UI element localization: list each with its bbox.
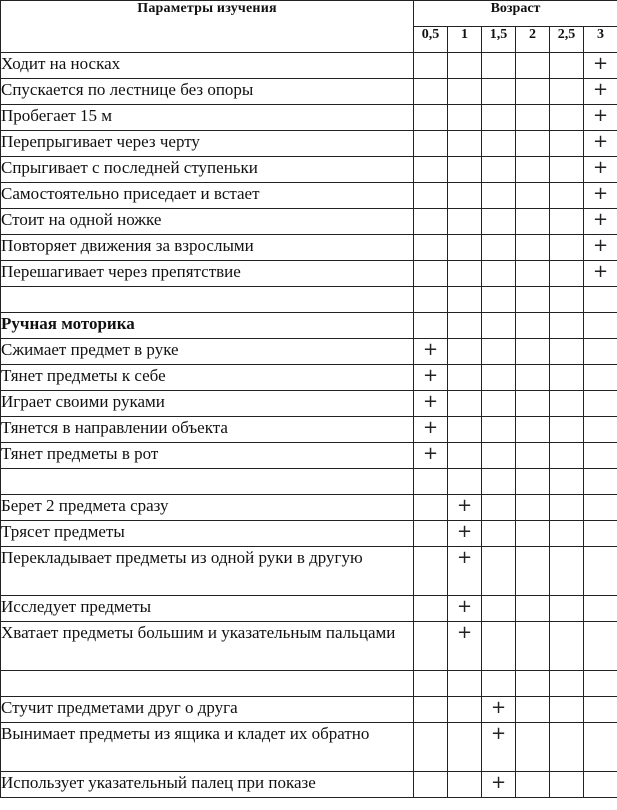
age-header-0-5: 0,5 [414, 27, 448, 53]
age-cell [448, 79, 482, 105]
age-cell [550, 339, 584, 365]
age-cell [414, 521, 448, 547]
age-cell [482, 131, 516, 157]
age-cell [516, 339, 550, 365]
plus-mark: + [592, 105, 609, 126]
age-cell [448, 723, 482, 772]
age-cell [584, 723, 617, 772]
plus-mark: + [422, 339, 439, 360]
plus-mark: + [490, 723, 507, 744]
age-cell [448, 469, 482, 495]
age-cell [482, 469, 516, 495]
plus-mark: + [456, 596, 473, 617]
age-cell [448, 183, 482, 209]
age-header-3: 3 [584, 27, 617, 53]
age-cell [448, 287, 482, 313]
age-cell [584, 131, 617, 157]
age-cell [482, 671, 516, 697]
age-cell [414, 671, 448, 697]
table-row [1, 183, 617, 209]
age-cell [516, 391, 550, 417]
age-cell [584, 53, 617, 79]
parameter-label: Вынимает предметы из ящика и кладет их обратно [1, 723, 414, 772]
age-cell [550, 287, 584, 313]
table-row [1, 79, 617, 105]
age-cell [550, 596, 584, 622]
age-cell [448, 235, 482, 261]
age-cell [516, 547, 550, 596]
age-cell [414, 772, 448, 798]
age-cell [550, 53, 584, 79]
age-cell [550, 469, 584, 495]
age-cell [550, 547, 584, 596]
section-row [1, 313, 617, 339]
age-cell [516, 209, 550, 235]
blank-row [1, 671, 617, 697]
age-cell [550, 131, 584, 157]
plus-mark: + [592, 131, 609, 152]
table-row [1, 131, 617, 157]
age-cell [516, 79, 550, 105]
age-cell [414, 622, 448, 671]
age-header-1: 1 [448, 27, 482, 53]
age-cell [482, 261, 516, 287]
parameter-label: Ходит на носках [1, 53, 414, 79]
parameter-label: Исследует предметы [1, 596, 414, 622]
age-cell [448, 339, 482, 365]
age-cell [414, 547, 448, 596]
age-cell [584, 157, 617, 183]
age-cell [448, 521, 482, 547]
age-cell [482, 365, 516, 391]
blank-cell [1, 671, 414, 697]
age-header-2: 2 [516, 27, 550, 53]
age-cell [516, 53, 550, 79]
age-cell [414, 261, 448, 287]
plus-mark: + [592, 235, 609, 256]
age-cell [448, 443, 482, 469]
age-cell [550, 391, 584, 417]
age-cell [448, 417, 482, 443]
age-cell [482, 417, 516, 443]
params-column-header: Параметры изучения [1, 1, 414, 53]
age-cell [516, 521, 550, 547]
plus-mark: + [592, 209, 609, 230]
age-cell [414, 157, 448, 183]
age-cell [448, 596, 482, 622]
parameter-label: Повторяет движения за взрослыми [1, 235, 414, 261]
age-cell [448, 131, 482, 157]
age-cell [550, 209, 584, 235]
age-cell [550, 723, 584, 772]
age-cell [482, 209, 516, 235]
age-cell [516, 261, 550, 287]
age-cell [516, 469, 550, 495]
age-cell [550, 697, 584, 723]
age-cell [584, 495, 617, 521]
age-cell [584, 339, 617, 365]
age-cell [482, 521, 516, 547]
table-row [1, 261, 617, 287]
age-cell [414, 287, 448, 313]
plus-mark: + [592, 261, 609, 282]
age-cell [482, 79, 516, 105]
table-row [1, 209, 617, 235]
plus-mark: + [592, 53, 609, 74]
age-cell [584, 772, 617, 798]
age-cell [482, 157, 516, 183]
age-cell [448, 209, 482, 235]
parameter-label: Берет 2 предмета сразу [1, 495, 414, 521]
age-cell [516, 157, 550, 183]
age-cell [550, 772, 584, 798]
table-row [1, 697, 617, 723]
age-cell [550, 671, 584, 697]
plus-mark: + [456, 521, 473, 542]
age-cell [584, 261, 617, 287]
table-row [1, 391, 617, 417]
age-column-header: Возраст [414, 1, 617, 27]
age-cell [482, 313, 516, 339]
table-row [1, 157, 617, 183]
age-cell [550, 183, 584, 209]
age-cell [482, 495, 516, 521]
age-cell [414, 417, 448, 443]
table-row [1, 596, 617, 622]
age-cell [550, 313, 584, 339]
parameter-label: Стучит предметами друг о друга [1, 697, 414, 723]
age-cell [414, 723, 448, 772]
age-cell [550, 157, 584, 183]
age-cell [448, 697, 482, 723]
plus-mark: + [422, 417, 439, 438]
age-cell [584, 547, 617, 596]
age-cell [482, 547, 516, 596]
parameter-label: Сжимает предмет в руке [1, 339, 414, 365]
parameter-label: Перешагивает через препятствие [1, 261, 414, 287]
table-row [1, 495, 617, 521]
age-cell [584, 365, 617, 391]
blank-row [1, 469, 617, 495]
plus-mark: + [456, 622, 473, 643]
age-cell [550, 417, 584, 443]
blank-cell [1, 469, 414, 495]
age-cell [550, 521, 584, 547]
table-header [1, 1, 617, 53]
age-cell [584, 521, 617, 547]
age-cell [516, 622, 550, 671]
age-cell [482, 339, 516, 365]
age-cell [414, 443, 448, 469]
age-cell [414, 53, 448, 79]
plus-mark: + [592, 183, 609, 204]
age-cell [482, 391, 516, 417]
parameter-label: Самостоятельно приседает и встает [1, 183, 414, 209]
age-cell [448, 53, 482, 79]
parameter-label: Тянется в направлении объекта [1, 417, 414, 443]
age-cell [482, 622, 516, 671]
parameter-label: Использует указательный палец при показе [1, 772, 414, 798]
age-cell [414, 235, 448, 261]
age-cell [584, 596, 617, 622]
parameter-label: Спрыгивает с последней ступеньки [1, 157, 414, 183]
age-cell [482, 697, 516, 723]
age-cell [550, 105, 584, 131]
plus-mark: + [422, 443, 439, 464]
age-cell [414, 339, 448, 365]
age-cell [414, 365, 448, 391]
table-row [1, 521, 617, 547]
age-cell [482, 183, 516, 209]
plus-mark: + [422, 391, 439, 412]
age-header-2-5: 2,5 [550, 27, 584, 53]
age-cell [550, 365, 584, 391]
age-cell [584, 469, 617, 495]
age-cell [516, 495, 550, 521]
blank-cell [1, 287, 414, 313]
age-cell [414, 79, 448, 105]
age-cell [448, 313, 482, 339]
age-cell [482, 53, 516, 79]
age-cell [516, 313, 550, 339]
age-cell [550, 235, 584, 261]
age-cell [482, 443, 516, 469]
parameter-label: Играет своими руками [1, 391, 414, 417]
age-cell [414, 105, 448, 131]
age-cell [550, 261, 584, 287]
age-cell [482, 596, 516, 622]
table-row [1, 53, 617, 79]
plus-mark: + [490, 772, 507, 793]
plus-mark: + [490, 697, 507, 718]
parameter-label: Стоит на одной ножке [1, 209, 414, 235]
table-row [1, 772, 617, 798]
age-cell [516, 105, 550, 131]
age-cell [414, 697, 448, 723]
age-cell [448, 671, 482, 697]
table-row [1, 443, 617, 469]
age-cell [448, 365, 482, 391]
age-cell [550, 622, 584, 671]
age-cell [414, 183, 448, 209]
section-title: Ручная моторика [1, 313, 414, 339]
table-body [1, 53, 617, 798]
age-cell [414, 391, 448, 417]
age-cell [516, 723, 550, 772]
age-cell [584, 417, 617, 443]
age-cell [414, 131, 448, 157]
parameter-label: Перекладывает предметы из одной руки в другую [1, 547, 414, 596]
parameter-label: Пробегает 15 м [1, 105, 414, 131]
age-cell [550, 495, 584, 521]
age-cell [584, 622, 617, 671]
age-cell [550, 79, 584, 105]
age-cell [482, 287, 516, 313]
age-cell [448, 261, 482, 287]
age-cell [516, 697, 550, 723]
age-cell [584, 183, 617, 209]
age-header-1-5: 1,5 [482, 27, 516, 53]
age-cell [448, 772, 482, 798]
age-cell [482, 105, 516, 131]
age-cell [584, 209, 617, 235]
table-row [1, 547, 617, 596]
age-cell [414, 596, 448, 622]
age-cell [584, 79, 617, 105]
age-cell [516, 183, 550, 209]
age-cell [414, 495, 448, 521]
table-row [1, 105, 617, 131]
age-cell [482, 772, 516, 798]
plus-mark: + [456, 495, 473, 516]
age-cell [516, 235, 550, 261]
age-cell [448, 622, 482, 671]
table-row [1, 417, 617, 443]
age-cell [448, 391, 482, 417]
table-row [1, 622, 617, 671]
parameter-label: Перепрыгивает через черту [1, 131, 414, 157]
age-cell [482, 235, 516, 261]
parameter-label: Тянет предметы к себе [1, 365, 414, 391]
age-cell [584, 235, 617, 261]
age-cell [516, 772, 550, 798]
age-cell [414, 469, 448, 495]
age-cell [516, 287, 550, 313]
age-cell [414, 209, 448, 235]
age-cell [584, 671, 617, 697]
age-cell [516, 131, 550, 157]
age-cell [584, 443, 617, 469]
parameter-label: Тянет предметы в рот [1, 443, 414, 469]
age-cell [584, 697, 617, 723]
plus-mark: + [592, 157, 609, 178]
age-cell [516, 417, 550, 443]
table-row [1, 339, 617, 365]
age-cell [448, 495, 482, 521]
age-cell [584, 105, 617, 131]
table-row [1, 235, 617, 261]
age-cell [584, 287, 617, 313]
parameter-label: Хватает предметы большим и указательным пальцами [1, 622, 414, 671]
age-cell [516, 443, 550, 469]
age-cell [516, 365, 550, 391]
age-cell [448, 547, 482, 596]
age-cell [516, 671, 550, 697]
age-cell [482, 723, 516, 772]
age-cell [448, 157, 482, 183]
parameter-label: Спускается по лестнице без опоры [1, 79, 414, 105]
plus-mark: + [422, 365, 439, 386]
table-row [1, 365, 617, 391]
age-cell [414, 313, 448, 339]
age-cell [516, 596, 550, 622]
plus-mark: + [592, 79, 609, 100]
table-row [1, 723, 617, 772]
blank-row [1, 287, 617, 313]
age-cell [584, 313, 617, 339]
age-cell [584, 391, 617, 417]
age-cell [550, 443, 584, 469]
plus-mark: + [456, 547, 473, 568]
age-cell [448, 105, 482, 131]
parameter-label: Трясет предметы [1, 521, 414, 547]
